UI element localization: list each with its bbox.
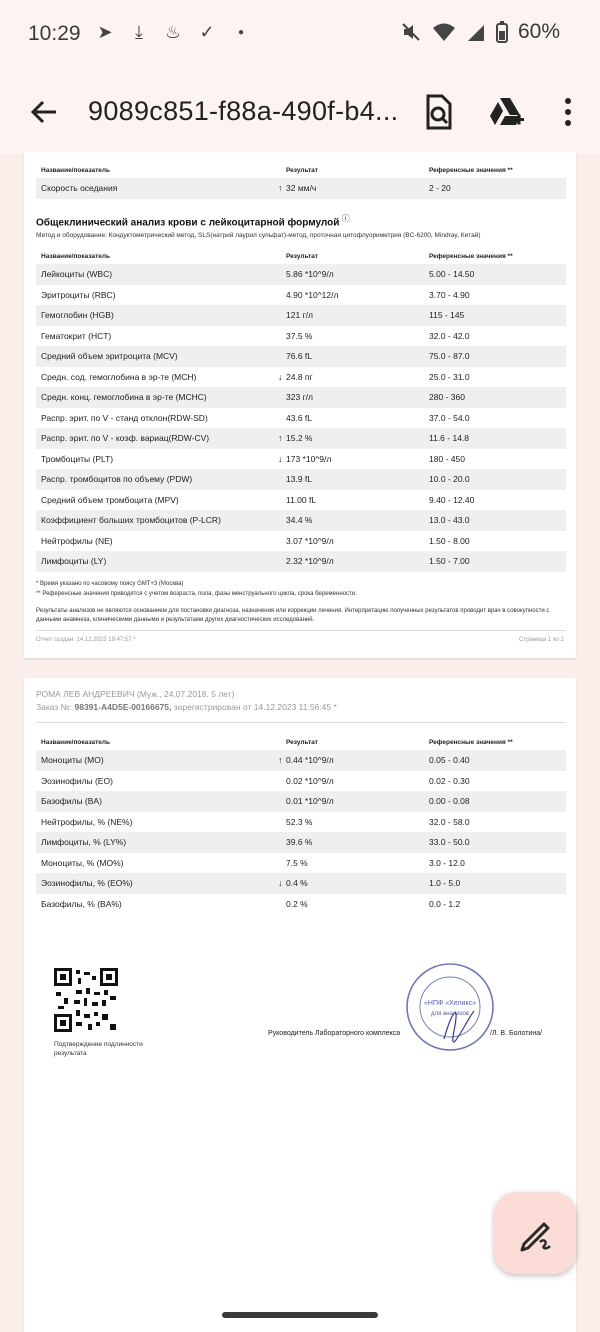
report-created: Отчет создан: 14.12.2023 19:47:57 * — [36, 637, 136, 643]
table-header — [36, 162, 566, 178]
row-ref: 11.6 - 14.8 — [424, 428, 566, 449]
table-row — [36, 408, 566, 429]
result-value: 173 *10^9/л — [286, 453, 332, 464]
row-name: Распр. эрит. по V - коэф. вариац(RDW-CV) — [36, 428, 281, 449]
table-row — [36, 469, 566, 490]
row-result — [281, 490, 424, 511]
footnote-reference: ** Референсные значения приводятся с учетом возраста, пола, фазы менструального цикла, срока беременности. — [36, 591, 357, 597]
mute-icon — [400, 21, 422, 43]
table-row — [36, 346, 566, 367]
table-header — [36, 248, 566, 264]
qr-code[interactable] — [54, 968, 118, 1032]
result-value: 4.90 *10^12/л — [286, 289, 339, 300]
row-result — [281, 346, 424, 367]
row-result — [281, 305, 424, 326]
flag-arrow-icon: ↓ — [278, 453, 283, 464]
esr-table — [36, 162, 566, 199]
result-value: 13.9 fL — [286, 474, 312, 485]
result-value: 11.00 fL — [286, 494, 317, 505]
row-name: Гематокрит (HCT) — [41, 330, 112, 341]
row-name: Средн. конц. гемоглобина в эр-те (MCHC) — [36, 387, 281, 408]
table-row — [36, 367, 566, 388]
row-ref: 1.0 - 5.0 — [424, 873, 566, 894]
table-row — [36, 326, 566, 347]
result-value: 15.2 % — [286, 433, 313, 444]
method-text: Метод и оборудование: Кондуктометрический метод, SLS(натрий лаурил сульфат)-метод, проточная цитофлуориметрия (BC-6200, Mindray, Китай) — [36, 232, 481, 239]
document-page-1 — [24, 152, 576, 658]
result-value: 0.02 *10^9/л — [286, 775, 334, 786]
result-value: 0.01 *10^9/л — [286, 796, 334, 807]
disclaimer: Результаты анализов не являются основанием для постановки диагноза, назначения или коррекции лечения. Интерпретацию полученных результатов проводит врач в совокупности с данными анамнеза, клиническими данными и результатами других диагностических исследований. — [36, 608, 550, 623]
row-name: Гемоглобин (HGB) — [36, 305, 281, 326]
table-row — [36, 387, 566, 408]
col-header-ref: Референсные значения ** — [429, 252, 513, 260]
row-ref: 32.0 - 58.0 — [429, 816, 470, 827]
row-name: Базофилы (BA) — [36, 791, 281, 812]
row-result — [281, 469, 424, 490]
row-name: Распр. эрит. по V - станд отклон(RDW-SD) — [41, 412, 208, 423]
document-title: 9089c851-f88a-490f-b4... — [88, 96, 399, 126]
table-row — [36, 178, 566, 199]
table-row — [36, 510, 566, 531]
result-value: 24.8 пг — [286, 371, 313, 382]
order-number: 98391-A4D5E-00166675, — [74, 702, 172, 712]
result-value: 7.5 % — [286, 857, 308, 868]
info-icon: ⓘ — [339, 214, 350, 223]
result-value: 3.07 *10^9/л — [286, 535, 334, 546]
pen-edit-icon — [494, 1192, 576, 1274]
col-header-ref: Референсные значения ** — [429, 166, 513, 174]
result-value: 121 г/л — [286, 310, 313, 321]
row-ref: 9.40 - 12.40 — [429, 494, 475, 505]
row-name: Моноциты, % (MO%) — [41, 857, 124, 868]
result-value: 52.3 % — [286, 816, 313, 827]
row-name: Нейтрофилы (NE) — [41, 535, 113, 546]
flag-arrow-icon: ↑ — [278, 755, 283, 766]
back-arrow-icon[interactable] — [26, 94, 62, 130]
table-row — [36, 894, 566, 915]
table-row — [36, 428, 566, 449]
row-name: Средн. сод. гемоглобина в эр-те (MCH) — [41, 371, 197, 382]
result-value: 5.86 *10^9/л — [286, 269, 334, 280]
row-name: Эозинофилы, % (EO%) — [36, 873, 281, 894]
flag-arrow-icon: ↑ — [278, 433, 283, 444]
row-result — [278, 428, 424, 449]
table-row — [36, 264, 566, 285]
col-header-ref: Референсные значения ** — [429, 738, 513, 746]
app-toolbar — [0, 72, 600, 154]
row-name: Лимфоциты (LY) — [36, 551, 281, 572]
table-row — [36, 750, 566, 771]
flag-arrow-icon: ↓ — [278, 878, 283, 889]
table-row — [36, 832, 566, 853]
notification-icons — [94, 22, 252, 43]
col-header-result: Результат — [286, 738, 318, 746]
row-ref: 280 - 360 — [424, 387, 566, 408]
row-ref: 25.0 - 31.0 — [429, 371, 470, 382]
flag-arrow-icon: ↑ — [278, 183, 283, 194]
row-result — [281, 832, 424, 853]
table-row — [36, 551, 566, 572]
table-row — [36, 531, 566, 552]
signature-label: Руководитель Лабораторного комплекса — [268, 1030, 401, 1037]
table-header — [36, 734, 566, 750]
row-name: Эритроциты (RBC) — [41, 289, 116, 300]
row-name: Лейкоциты (WBC) — [36, 264, 281, 285]
result-value: 43.6 fL — [286, 412, 312, 423]
row-ref: 32.0 - 42.0 — [429, 330, 470, 341]
result-value: 76.6 fL — [286, 351, 312, 362]
download-icon: ⤓ — [135, 22, 143, 42]
row-ref: 115 - 145 — [424, 305, 566, 326]
row-result — [281, 264, 424, 285]
row-ref: 1.50 - 8.00 — [429, 535, 470, 546]
row-result — [281, 531, 424, 552]
row-result — [281, 510, 424, 531]
flag-arrow-icon: ↓ — [278, 371, 283, 382]
svg-text:для анализов: для анализов — [431, 1011, 469, 1017]
col-header-name: Название/показатель — [41, 738, 111, 746]
row-name: Лимфоциты, % (LY%) — [36, 832, 281, 853]
result-value: 37.5 % — [286, 330, 313, 341]
col-header-name: Название/показатель — [41, 252, 111, 260]
row-ref: 13.0 - 43.0 — [424, 510, 566, 531]
divider — [36, 722, 566, 723]
row-name: Скорость оседания — [36, 178, 281, 199]
row-name: Средний объем эритроцита (MCV) — [36, 346, 281, 367]
wifi-icon — [432, 21, 456, 43]
search-document-icon[interactable] — [418, 92, 458, 132]
row-name: Эозинофилы (EO) — [41, 775, 113, 786]
result-value: 34.4 % — [286, 515, 313, 526]
table-row — [36, 771, 566, 792]
result-value: 0.44 *10^9/л — [286, 755, 334, 766]
row-result — [281, 771, 424, 792]
signal-icon — [466, 21, 486, 43]
battery-icon — [496, 21, 508, 43]
row-result — [281, 894, 424, 915]
row-ref: 2 - 20 — [424, 178, 566, 199]
result-value: 0.4 % — [286, 878, 308, 889]
table-row — [36, 305, 566, 326]
row-name: Базофилы, % (BA%) — [41, 898, 122, 909]
row-result — [281, 326, 424, 347]
col-header-result: Результат — [286, 252, 318, 260]
row-ref: 75.0 - 87.0 — [424, 346, 566, 367]
footnote-timezone: * Время указано по часовому поясу GMT+3 (Москва) — [36, 581, 184, 587]
row-result — [278, 750, 424, 771]
row-result — [278, 367, 424, 388]
table-row — [36, 791, 566, 812]
table-row — [36, 490, 566, 511]
status-time: 10:29 — [28, 22, 81, 45]
row-name: Нейтрофилы, % (NE%) — [41, 816, 133, 827]
differential-table — [36, 734, 566, 914]
col-header-name: Название/показатель — [41, 166, 111, 174]
row-ref: 5.00 - 14.50 — [424, 264, 566, 285]
row-name: Средний объем тромбоцита (MPV) — [41, 494, 179, 505]
result-value: 39.6 % — [286, 837, 313, 848]
table-row — [36, 285, 566, 306]
lab-stamp — [404, 961, 496, 1053]
dot-icon: ● — [237, 27, 245, 38]
row-name: Тромбоциты (PLT) — [41, 453, 114, 464]
row-ref: 0.00 - 0.08 — [424, 791, 566, 812]
status-bar — [0, 0, 600, 72]
result-value: 0.2 % — [286, 898, 308, 909]
result-value: 323 г/л — [286, 392, 313, 403]
row-result — [281, 551, 424, 572]
battery-percent: 60% — [517, 20, 560, 43]
row-ref: 180 - 450 — [429, 453, 465, 464]
check-circle-icon: ✓ — [199, 22, 215, 42]
row-ref: 3.0 - 12.0 — [429, 857, 465, 868]
row-result — [281, 812, 424, 833]
edit-fab-button[interactable] — [494, 1192, 576, 1274]
result-value: 32 мм/ч — [286, 183, 317, 194]
row-ref: 0.05 - 0.40 — [424, 750, 566, 771]
row-result — [278, 449, 424, 470]
row-name: Моноциты (MO) — [36, 750, 281, 771]
row-result — [281, 853, 424, 874]
row-name: Распр. тромбоцитов по объему (PDW) — [36, 469, 281, 490]
row-ref: 0.02 - 0.30 — [429, 775, 470, 786]
table-row — [36, 812, 566, 833]
row-result — [281, 791, 424, 812]
row-ref: 0.0 - 1.2 — [429, 898, 461, 909]
row-ref: 3.70 - 4.90 — [429, 289, 470, 300]
table-row — [36, 449, 566, 470]
result-value: 2.32 *10^9/л — [286, 556, 334, 567]
more-options-icon[interactable] — [548, 92, 588, 132]
order-info: Заказ №: 98391-A4D5E-00166675, зарегистрирован от 14.12.2023 11:56:45 * — [36, 702, 337, 712]
section-title: Общеклинический анализ крови с лейкоцитарной формулой ⓘ — [36, 214, 350, 229]
row-ref: 10.0 - 20.0 — [424, 469, 566, 490]
row-result — [281, 408, 424, 429]
add-to-drive-icon[interactable] — [486, 92, 526, 132]
divider — [36, 630, 566, 631]
row-result — [281, 387, 424, 408]
gesture-navigation-bar[interactable] — [222, 1312, 378, 1318]
fire-icon: ♨ — [164, 22, 182, 42]
status-right — [400, 20, 560, 44]
table-row — [36, 873, 566, 894]
row-name: Коэффициент больших тромбоцитов (P-LCR) — [36, 510, 281, 531]
row-result — [278, 178, 424, 199]
signature-name: /Л. В. Болотина/ — [490, 1030, 543, 1037]
row-ref: 33.0 - 50.0 — [424, 832, 566, 853]
row-result — [278, 873, 424, 894]
row-ref: 1.50 - 7.00 — [424, 551, 566, 572]
svg-text:«НПФ «Хеликс»: «НПФ «Хеликс» — [424, 1000, 476, 1007]
qr-label: Подтверждение подлинности результата — [54, 1041, 143, 1057]
table-row — [36, 853, 566, 874]
cbc-table — [36, 248, 566, 572]
row-ref: 37.0 - 54.0 — [429, 412, 470, 423]
row-result — [281, 285, 424, 306]
page-number: Страница 1 из 2 — [519, 637, 564, 643]
col-header-result: Результат — [286, 166, 318, 174]
telegram-icon: ➤ — [97, 22, 113, 42]
patient-info: РОМА ЛЕВ АНДРЕЕВИЧ (Муж., 24.07.2018, 5 лет) — [36, 689, 235, 699]
